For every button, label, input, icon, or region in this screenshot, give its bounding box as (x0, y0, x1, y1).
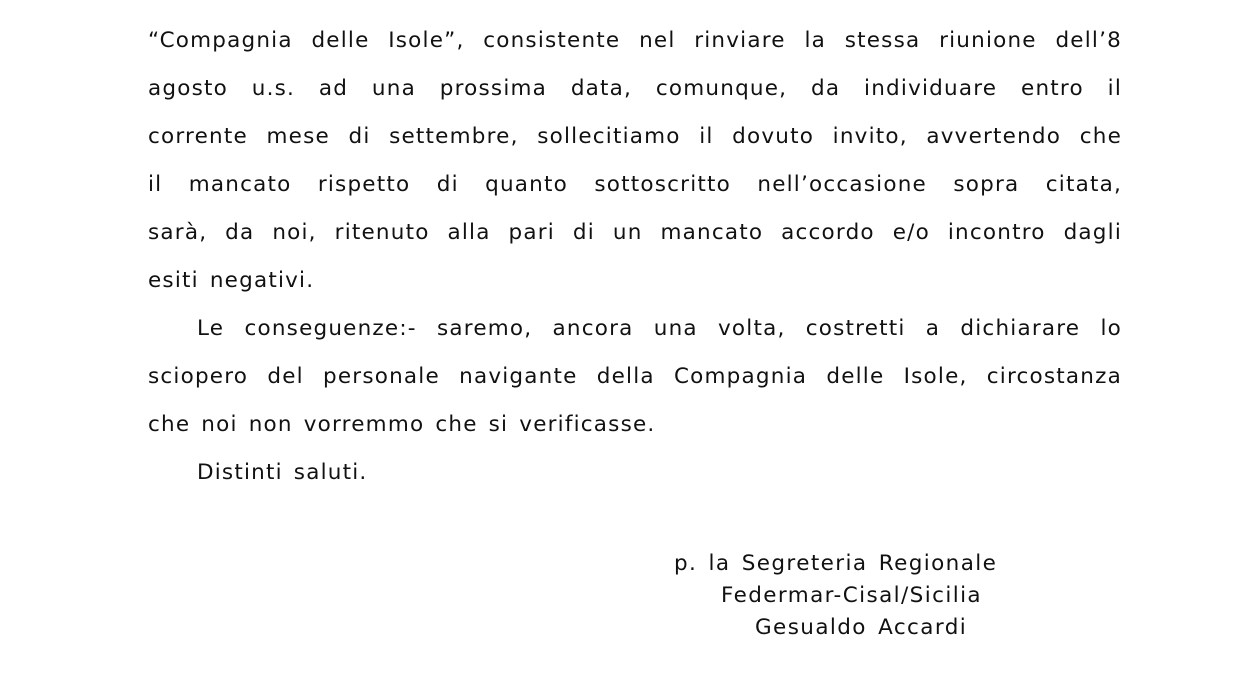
letter-line: agosto u.s. ad una prossima data, comunque, da individuare entro il (148, 76, 1122, 101)
letter-line: sarà, da noi, ritenuto alla pari di un mancato accordo e/o incontro dagli (148, 220, 1122, 245)
letter-line: il mancato rispetto di quanto sottoscritto nell’occasione sopra citata, (148, 172, 1122, 197)
signature-office: p. la Segreteria Regionale (674, 551, 998, 576)
letter-line: esiti negativi. (148, 268, 315, 293)
letter-line: sciopero del personale navigante della Compagnia delle Isole, circostanza (148, 364, 1122, 389)
letter-line: che noi non vorremmo che si verificasse. (148, 412, 656, 437)
signature-organization: Federmar-Cisal/Sicilia (721, 583, 983, 608)
letter-body (148, 22, 1122, 502)
letter-line: corrente mese di settembre, sollecitiamo il dovuto invito, avvertendo che (148, 124, 1122, 149)
signature-block (640, 548, 1060, 644)
closing-salutation: Distinti saluti. (197, 460, 368, 485)
signature-name: Gesualdo Accardi (755, 615, 968, 640)
letter-line: Le conseguenze:- saremo, ancora una volta, costretti a dichiarare lo (197, 316, 1122, 341)
letter-line: “Compagnia delle Isole”, consistente nel rinviare la stessa riunione dell’8 (148, 28, 1122, 53)
